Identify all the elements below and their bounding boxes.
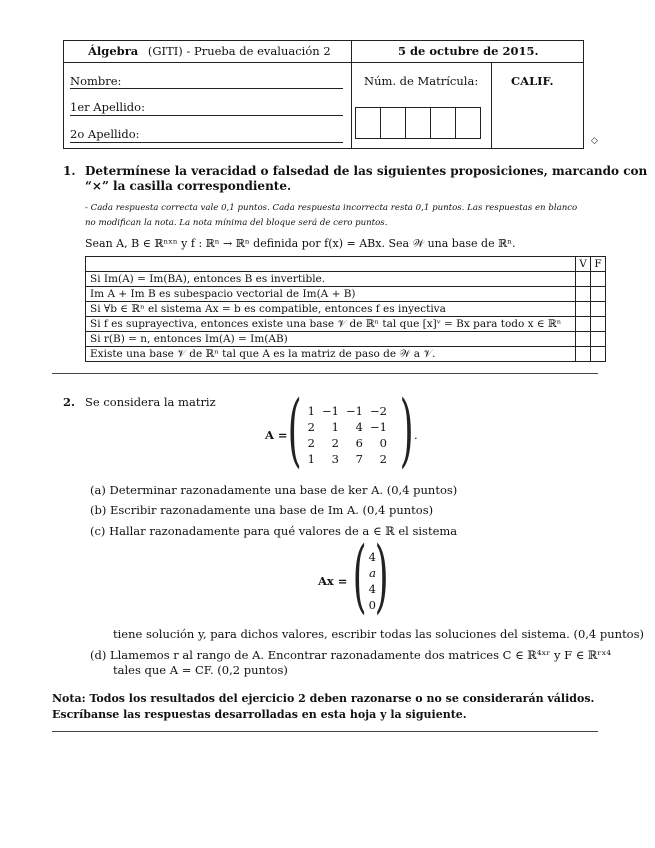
q2-part-a: (a) Determinar razonadamente una base de ker A. (0,4 puntos) — [90, 483, 458, 497]
matrix-cell: 2 — [307, 436, 315, 450]
matrix-label: A = — [265, 428, 288, 442]
q1-rules-line2: no modifican la nota. La nota mínima del bloque será de cero puntos. — [85, 218, 388, 228]
table-row — [86, 317, 606, 332]
proposition: Si f es suprayectiva, entonces existe una base 𝒱 de ℝⁿ tal que [x]ᵛ = Bx para todo x ∈ ℝⁿ — [86, 317, 576, 332]
exam-title — [88, 44, 331, 58]
proposition: Si ∀b ∈ ℝⁿ el sistema Ax = b es compatible, entonces f es inyectiva — [86, 302, 576, 317]
note-line2: Escríbanse las respuestas desarrolladas en esta hoja y la siguiente. — [52, 708, 467, 721]
matrix-A — [287, 383, 414, 476]
matrix-cell: −1 — [346, 404, 363, 418]
table-row — [86, 302, 606, 317]
table-header-row — [86, 257, 606, 272]
proposition: Existe una base 𝒱 de ℝⁿ tal que A es la matriz de paso de 𝒲 a 𝒱. — [86, 347, 576, 362]
divider-2 — [52, 731, 598, 732]
vector-cell: a — [369, 566, 376, 580]
checkbox-v[interactable] — [576, 272, 591, 287]
corner-diamond: ◇ — [591, 136, 598, 146]
vector-cell: 0 — [368, 598, 376, 612]
q2-part-c-cont: tiene solución y, para dichos valores, escribir todas las soluciones del sistema. (0,4 puntos) — [113, 627, 644, 641]
q2-part-d-line2: tales que A = CF. (0,2 puntos) — [113, 663, 288, 677]
q1-statement-line1: Determínese la veracidad o falsedad de las siguientes proposiciones, marcando con — [85, 164, 648, 178]
header-box — [63, 40, 584, 149]
q2-part-c: (c) Hallar razonadamente para qué valores de a ∈ ℝ el sistema — [90, 524, 458, 538]
left-paren: ( — [287, 383, 302, 476]
system-label: Ax = — [318, 574, 348, 588]
right-paren: ) — [374, 529, 389, 622]
checkbox-v[interactable] — [576, 347, 591, 362]
right-paren: ) — [399, 383, 414, 476]
q2-number: 2. — [63, 395, 76, 409]
table-row — [86, 347, 606, 362]
checkbox-f[interactable] — [591, 317, 606, 332]
matrix-cell: 7 — [355, 452, 363, 466]
divider-1 — [52, 373, 598, 374]
truth-table — [85, 256, 606, 362]
matrix-cell: −1 — [322, 404, 339, 418]
checkbox-v[interactable] — [576, 332, 591, 347]
q1-number: 1. — [63, 164, 76, 178]
proposition: Si Im(A) = Im(BA), entonces B es invertible. — [86, 272, 576, 287]
table-row — [86, 332, 606, 347]
matrix-cell: 0 — [379, 436, 387, 450]
matricula-boxes[interactable] — [356, 107, 481, 139]
checkbox-f[interactable] — [591, 287, 606, 302]
checkbox-v[interactable] — [576, 287, 591, 302]
apellido1-line[interactable] — [70, 115, 343, 116]
apellido2-line[interactable] — [70, 142, 343, 143]
apellido2-label: 2o Apellido: — [70, 127, 140, 141]
name-field-label: Nombre: — [70, 74, 122, 88]
matrix-cell: 4 — [355, 420, 363, 434]
col-f: F — [591, 257, 606, 272]
matrix-cell: 1 — [307, 452, 315, 466]
matrix-cell: 6 — [355, 436, 363, 450]
matrix-cell: 3 — [331, 452, 339, 466]
q1-rules-line1: - Cada respuesta correcta vale 0,1 puntos. Cada respuesta incorrecta resta 0,1 puntos. Las respuestas en blanco — [85, 203, 578, 213]
matrix-cell: 2 — [331, 436, 339, 450]
matrix-cell: 1 — [307, 404, 315, 418]
checkbox-f[interactable] — [591, 302, 606, 317]
col-v: V — [576, 257, 591, 272]
matrix-cell: −2 — [370, 404, 387, 418]
note-line1: Nota: Todos los resultados del ejercicio 2 deben razonarse o no se considerarán válidos. — [52, 692, 595, 705]
name-line[interactable] — [70, 88, 343, 89]
calif-label: CALIF. — [511, 74, 554, 88]
matricula-label: Núm. de Matrícula: — [364, 74, 479, 88]
matrix-cell: 1 — [331, 420, 339, 434]
apellido1-label: 1er Apellido: — [70, 100, 145, 114]
q1-statement-line2: “×” la casilla correspondiente. — [85, 179, 292, 193]
checkbox-v[interactable] — [576, 302, 591, 317]
vector-cell: 4 — [368, 550, 376, 564]
vector-b — [352, 529, 389, 622]
q2-part-b: (b) Escribir razonadamente una base de Im A. (0,4 puntos) — [90, 503, 434, 517]
title-rest: (GITI) - Prueba de evaluación 2 — [147, 44, 331, 58]
proposition: Im A + Im B es subespacio vectorial de Im(A + B) — [86, 287, 576, 302]
q2-part-d-line1: (d) Llamemos r al rango de A. Encontrar razonadamente dos matrices C ∈ ℝ⁴ˣʳ y F ∈ ℝʳˣ⁴ — [90, 648, 611, 662]
matrix-cell: 2 — [379, 452, 387, 466]
checkbox-v[interactable] — [576, 317, 591, 332]
checkbox-f[interactable] — [591, 347, 606, 362]
matrix-cell: 2 — [307, 420, 315, 434]
proposition: Si r(B) = n, entonces Im(A) = Im(AB) — [86, 332, 576, 347]
checkbox-f[interactable] — [591, 332, 606, 347]
q2-intro: Se considera la matriz — [85, 395, 216, 409]
vector-cell: 4 — [368, 582, 376, 596]
table-row — [86, 287, 606, 302]
matrix-cell: −1 — [370, 420, 387, 434]
left-paren: ( — [352, 529, 367, 622]
table-row — [86, 272, 606, 287]
title-bold: Álgebra — [88, 44, 139, 58]
q1-setup: Sean A, B ∈ ℝⁿˣⁿ y f : ℝⁿ → ℝⁿ definida por f(x) = ABx. Sea 𝒲 una base de ℝⁿ. — [85, 237, 516, 250]
checkbox-f[interactable] — [591, 272, 606, 287]
exam-date: 5 de octubre de 2015. — [398, 44, 539, 58]
matrix-period: . — [414, 428, 418, 442]
